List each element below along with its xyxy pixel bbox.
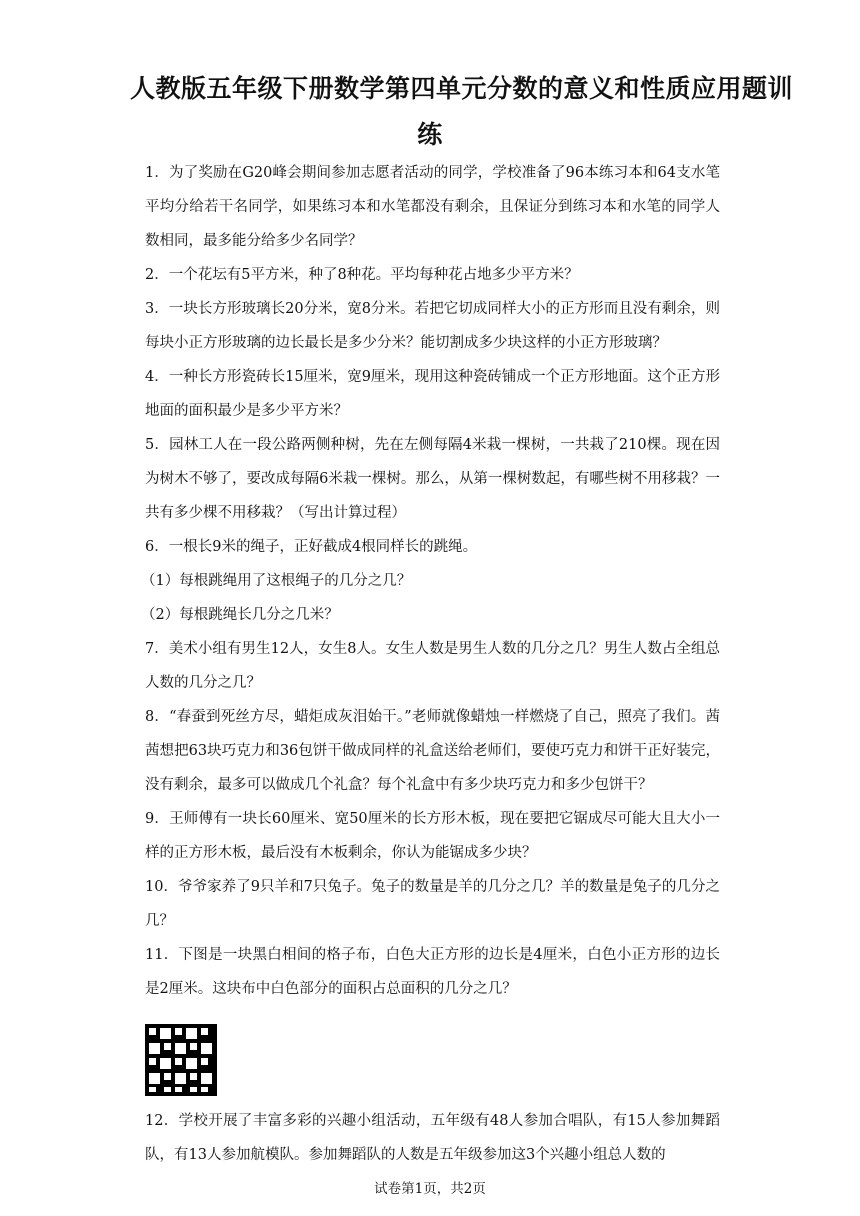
question-2: 2．一个花坛有5平方米，种了8种花。平均每种花占地多少平方米？: [145, 267, 579, 283]
question-11: 11．下图是一块黑白相间的格子布，白色大正方形的边长是4厘米，白色小正方形的边长是2厘米。这块布中白色部分的面积占总面积的几分之几？: [145, 947, 720, 997]
question-5: 5．园林工人在一段公路两侧种树，先在左侧每隔4米栽一棵树，一共栽了210棵。现在因为树木不够了，要改成每隔6米栽一棵树。那么，从第一棵树数起，有哪些树不用移栽？一共有多少棵不用移栽？（写出计算过程）: [145, 437, 720, 521]
question-10: 10．爷爷家养了9只羊和7只兔子。兔子的数量是羊的几分之几？羊的数量是兔子的几分之几？: [145, 879, 720, 929]
checkered-cloth-figure: [145, 1024, 217, 1096]
question-1: 1．为了奖励在G20峰会期间参加志愿者活动的同学，学校准备了96本练习本和64支水笔平均分给若干名同学，如果练习本和水笔都没有剩余，且保证分到练习本和水笔的同学人数相同，最多能分给多少名同学？: [145, 165, 720, 249]
question-list: [141, 156, 720, 1172]
question-12: 12．学校开展了丰富多彩的兴趣小组活动，五年级有48人参加合唱队，有15人参加舞蹈队，有13人参加航模队。参加舞蹈队的人数是五年级参加这3个兴趣小组总人数的: [145, 1113, 720, 1163]
question-4: 4．一种长方形瓷砖长15厘米，宽9厘米，现用这种瓷砖铺成一个正方形地面。这个正方形地面的面积最少是多少平方米？: [145, 369, 720, 419]
question-7: 7．美术小组有男生12人，女生8人。女生人数是男生人数的几分之几？男生人数占全组总人数的几分之几？: [145, 641, 720, 691]
question-9: 9．王师傅有一块长60厘米、宽50厘米的长方形木板，现在要把它锯成尽可能大且大小一样的正方形木板，最后没有木板剩余，你认为能锯成多少块？: [145, 811, 720, 861]
question-3: 3．一块长方形玻璃长20分米，宽8分米。若把它切成同样大小的正方形而且没有剩余，则每块小正方形玻璃的边长最长是多少分米？能切割成多少块这样的小正方形玻璃？: [145, 301, 720, 351]
question-6-part-1: （1）每根跳绳用了这根绳子的几分之几？: [141, 573, 412, 589]
document-title-line-1: 人教版五年级下册数学第四单元分数的意义和性质应用题训: [130, 74, 794, 103]
question-6: 6．一根长9米的绳子，正好截成4根同样长的跳绳。: [145, 539, 478, 555]
page-footer: 试卷第1页，共2页: [374, 1181, 486, 1197]
question-6-part-2: （2）每根跳绳长几分之几米？: [141, 607, 339, 623]
question-8: 8．“春蚕到死丝方尽，蜡炬成灰泪始干。”老师就像蜡烛一样燃烧了自己，照亮了我们。茜茜想把63块巧克力和36包饼干做成同样的礼盒送给老师们，要使巧克力和饼干正好装完，没有剩余，最多可以做成几个礼盒？每个礼盒中有多少块巧克力和多少包饼干？: [145, 709, 720, 793]
question-11-figure-area: [145, 1006, 720, 1104]
document-title-line-2: 练: [417, 120, 443, 149]
